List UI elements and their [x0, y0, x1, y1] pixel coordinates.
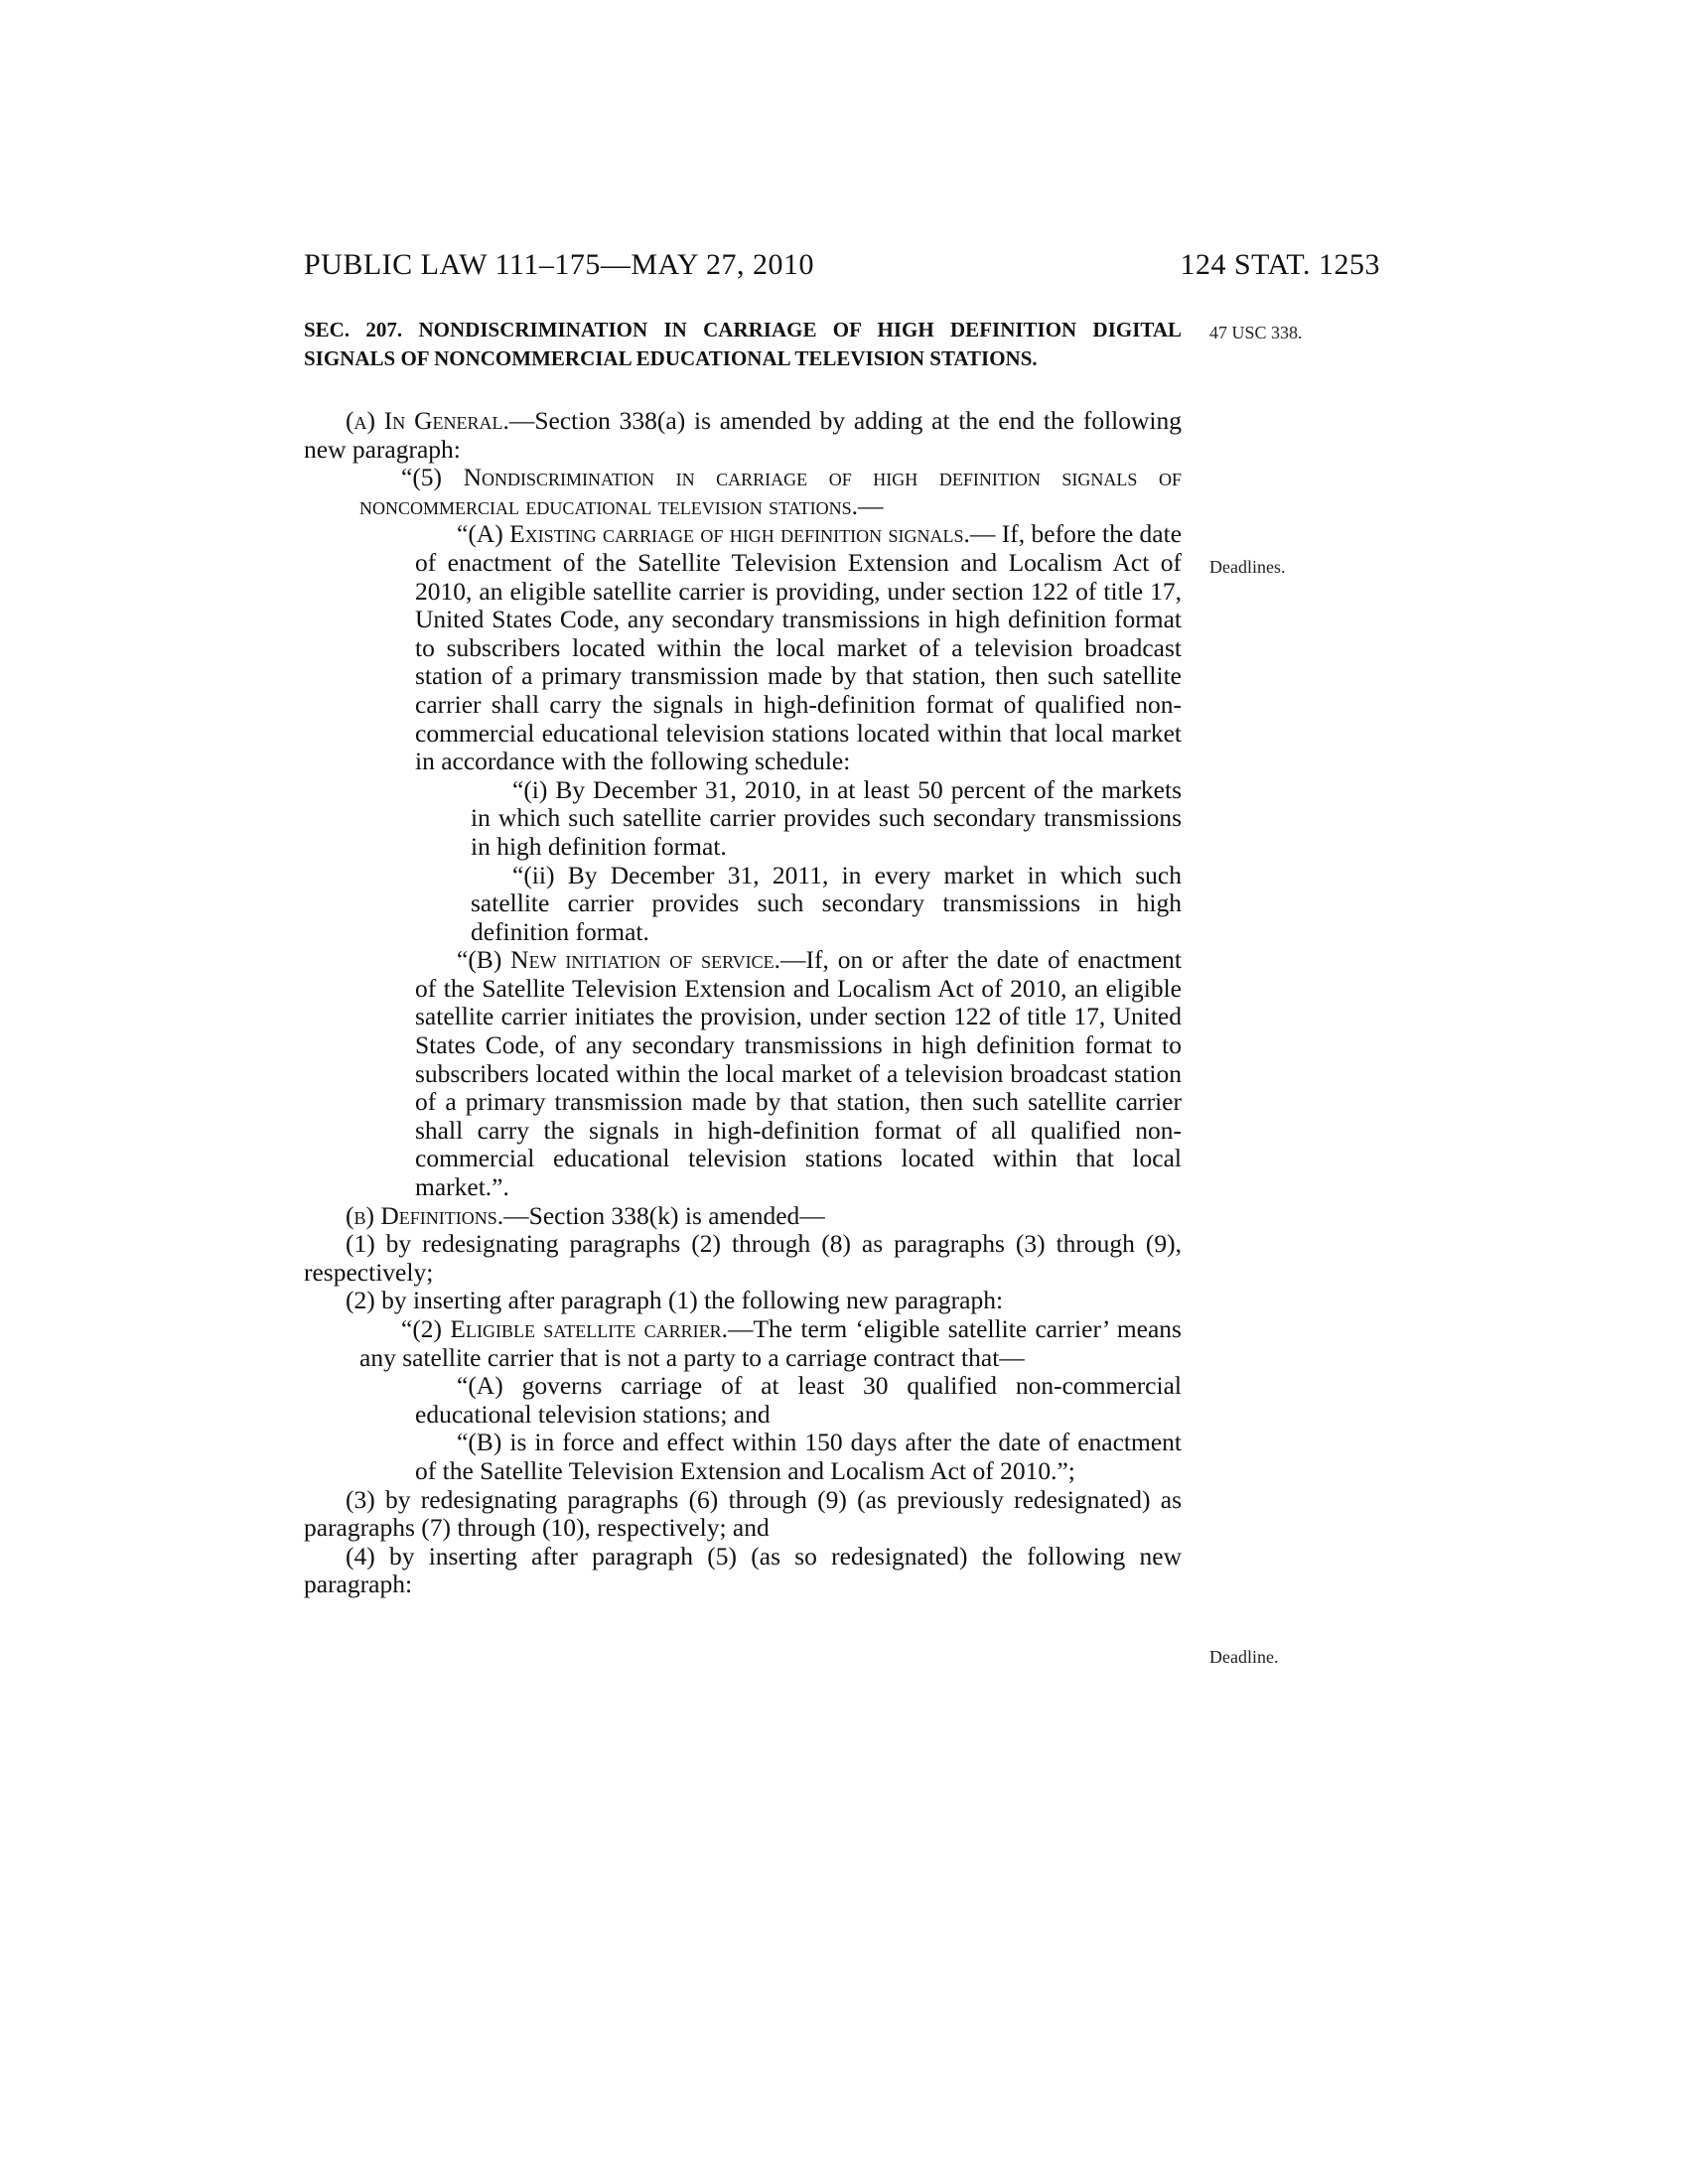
- margin-note-deadline: Deadline.: [1209, 1647, 1279, 1667]
- subsection-a: [304, 407, 1182, 464]
- public-law-citation: PUBLIC LAW 111–175—MAY 27, 2010: [304, 248, 814, 281]
- paragraph-5: [304, 464, 1182, 520]
- subsection-a-text: —Section 338(a) is amended by adding at the end the following new paragraph:: [304, 406, 1182, 464]
- subparagraph-A: [304, 520, 1182, 775]
- subparagraph-B-label: “(B) New initiation of service.: [457, 945, 781, 975]
- new-paragraph-2-B: “(B) is in force and effect within 150 days after the date of enactment of the Satellite Television Extension and Localism Act of 2010.”;: [415, 1428, 1182, 1485]
- subsection-b-text: —Section 338(k) is amended—: [503, 1200, 825, 1230]
- clause-i: “(i) By December 31, 2010, in at least 50 percent of the markets in which such satellite carrier provides such secondary transmissions in high definition format.: [471, 774, 1182, 861]
- running-header: [304, 248, 1380, 288]
- subsection-b: [304, 1202, 1182, 1231]
- subparagraph-B-text: —If, on or after the date of enactment of the Satellite Television Extension and Localism Act of 2010, an eligible satellite carrier initiates the provision, under section 122 of title 17, United States Code, of any secondary transmissions in high definition format to subscribers located within the local market of a television broadcast station of a primary transmission made by that station, then such satellite carrier shall carry the signals in high-definition format of all qualified non-commercial educational television stations located within that local market.”.: [415, 945, 1182, 1202]
- subsection-b-label: (b) Definitions.: [346, 1200, 504, 1230]
- paragraph-5-text: —: [858, 490, 884, 520]
- new-paragraph-2-A: “(A) governs carriage of at least 30 qualified non-commercial educational television stations; and: [415, 1371, 1182, 1429]
- amendment-1: (1) by redesignating paragraphs (2) through (8) as paragraphs (3) through (9), respectively;: [304, 1229, 1182, 1287]
- section-title: SEC. 207. NONDISCRIMINATION IN CARRIAGE OF HIGH DEFINITION DIGITAL SIGNALS OF NONCOMMERCIAL EDUCATIONAL TELEVISION STATIONS.: [304, 318, 1182, 370]
- amendment-4: (4) by inserting after paragraph (5) (as so redesignated) the following new paragraph:: [304, 1541, 1182, 1599]
- subsection-a-label: (a) In General.: [346, 406, 509, 435]
- margin-note-deadlines: Deadlines.: [1209, 557, 1286, 577]
- amendment-3: (3) by redesignating paragraphs (6) through (9) (as previously redesignated) as paragraphs (7) through (10), respectively; and: [304, 1484, 1182, 1543]
- document-body: [304, 407, 1182, 1599]
- subparagraph-B: [304, 946, 1182, 1201]
- subparagraph-A-text: — If, before the date of enactment of the Satellite Television Extension and Localism Act of 2010, an eligible satellite carrier is providing, under section 122 of title 17, United States Code, any secondary transmissions in high definition format to subscribers located within the local market of a television broadcast station of a primary transmission made by that station, then such satellite carrier shall carry the signals in high-definition format of qualified non-commercial educational television stations located within that local market in accordance with the following schedule:: [415, 519, 1183, 776]
- new-paragraph-2-label: “(2) Eligible satellite carrier.: [401, 1314, 728, 1343]
- subparagraph-A-label: “(A) Existing carriage of high definition signals.: [457, 519, 970, 549]
- statute-page-number: 124 STAT. 1253: [1180, 248, 1380, 281]
- paragraph-5-label: “(5) Nondiscrimination in carriage of high definition signals of noncommercial educational television stations.: [359, 463, 1182, 520]
- amendment-2: (2) by inserting after paragraph (1) the following new paragraph:: [346, 1286, 1004, 1315]
- margin-note-usc: 47 USC 338.: [1209, 323, 1303, 342]
- section-heading: [304, 316, 1182, 373]
- new-paragraph-2: [304, 1315, 1182, 1372]
- clause-ii: “(ii) By December 31, 2011, in every market in which such satellite carrier provides such secondary transmissions in high definition format.: [471, 860, 1182, 946]
- new-paragraph-2-text: —The term ‘eligible satellite carrier’ means any satellite carrier that is not a party to a carriage contract that—: [359, 1314, 1182, 1372]
